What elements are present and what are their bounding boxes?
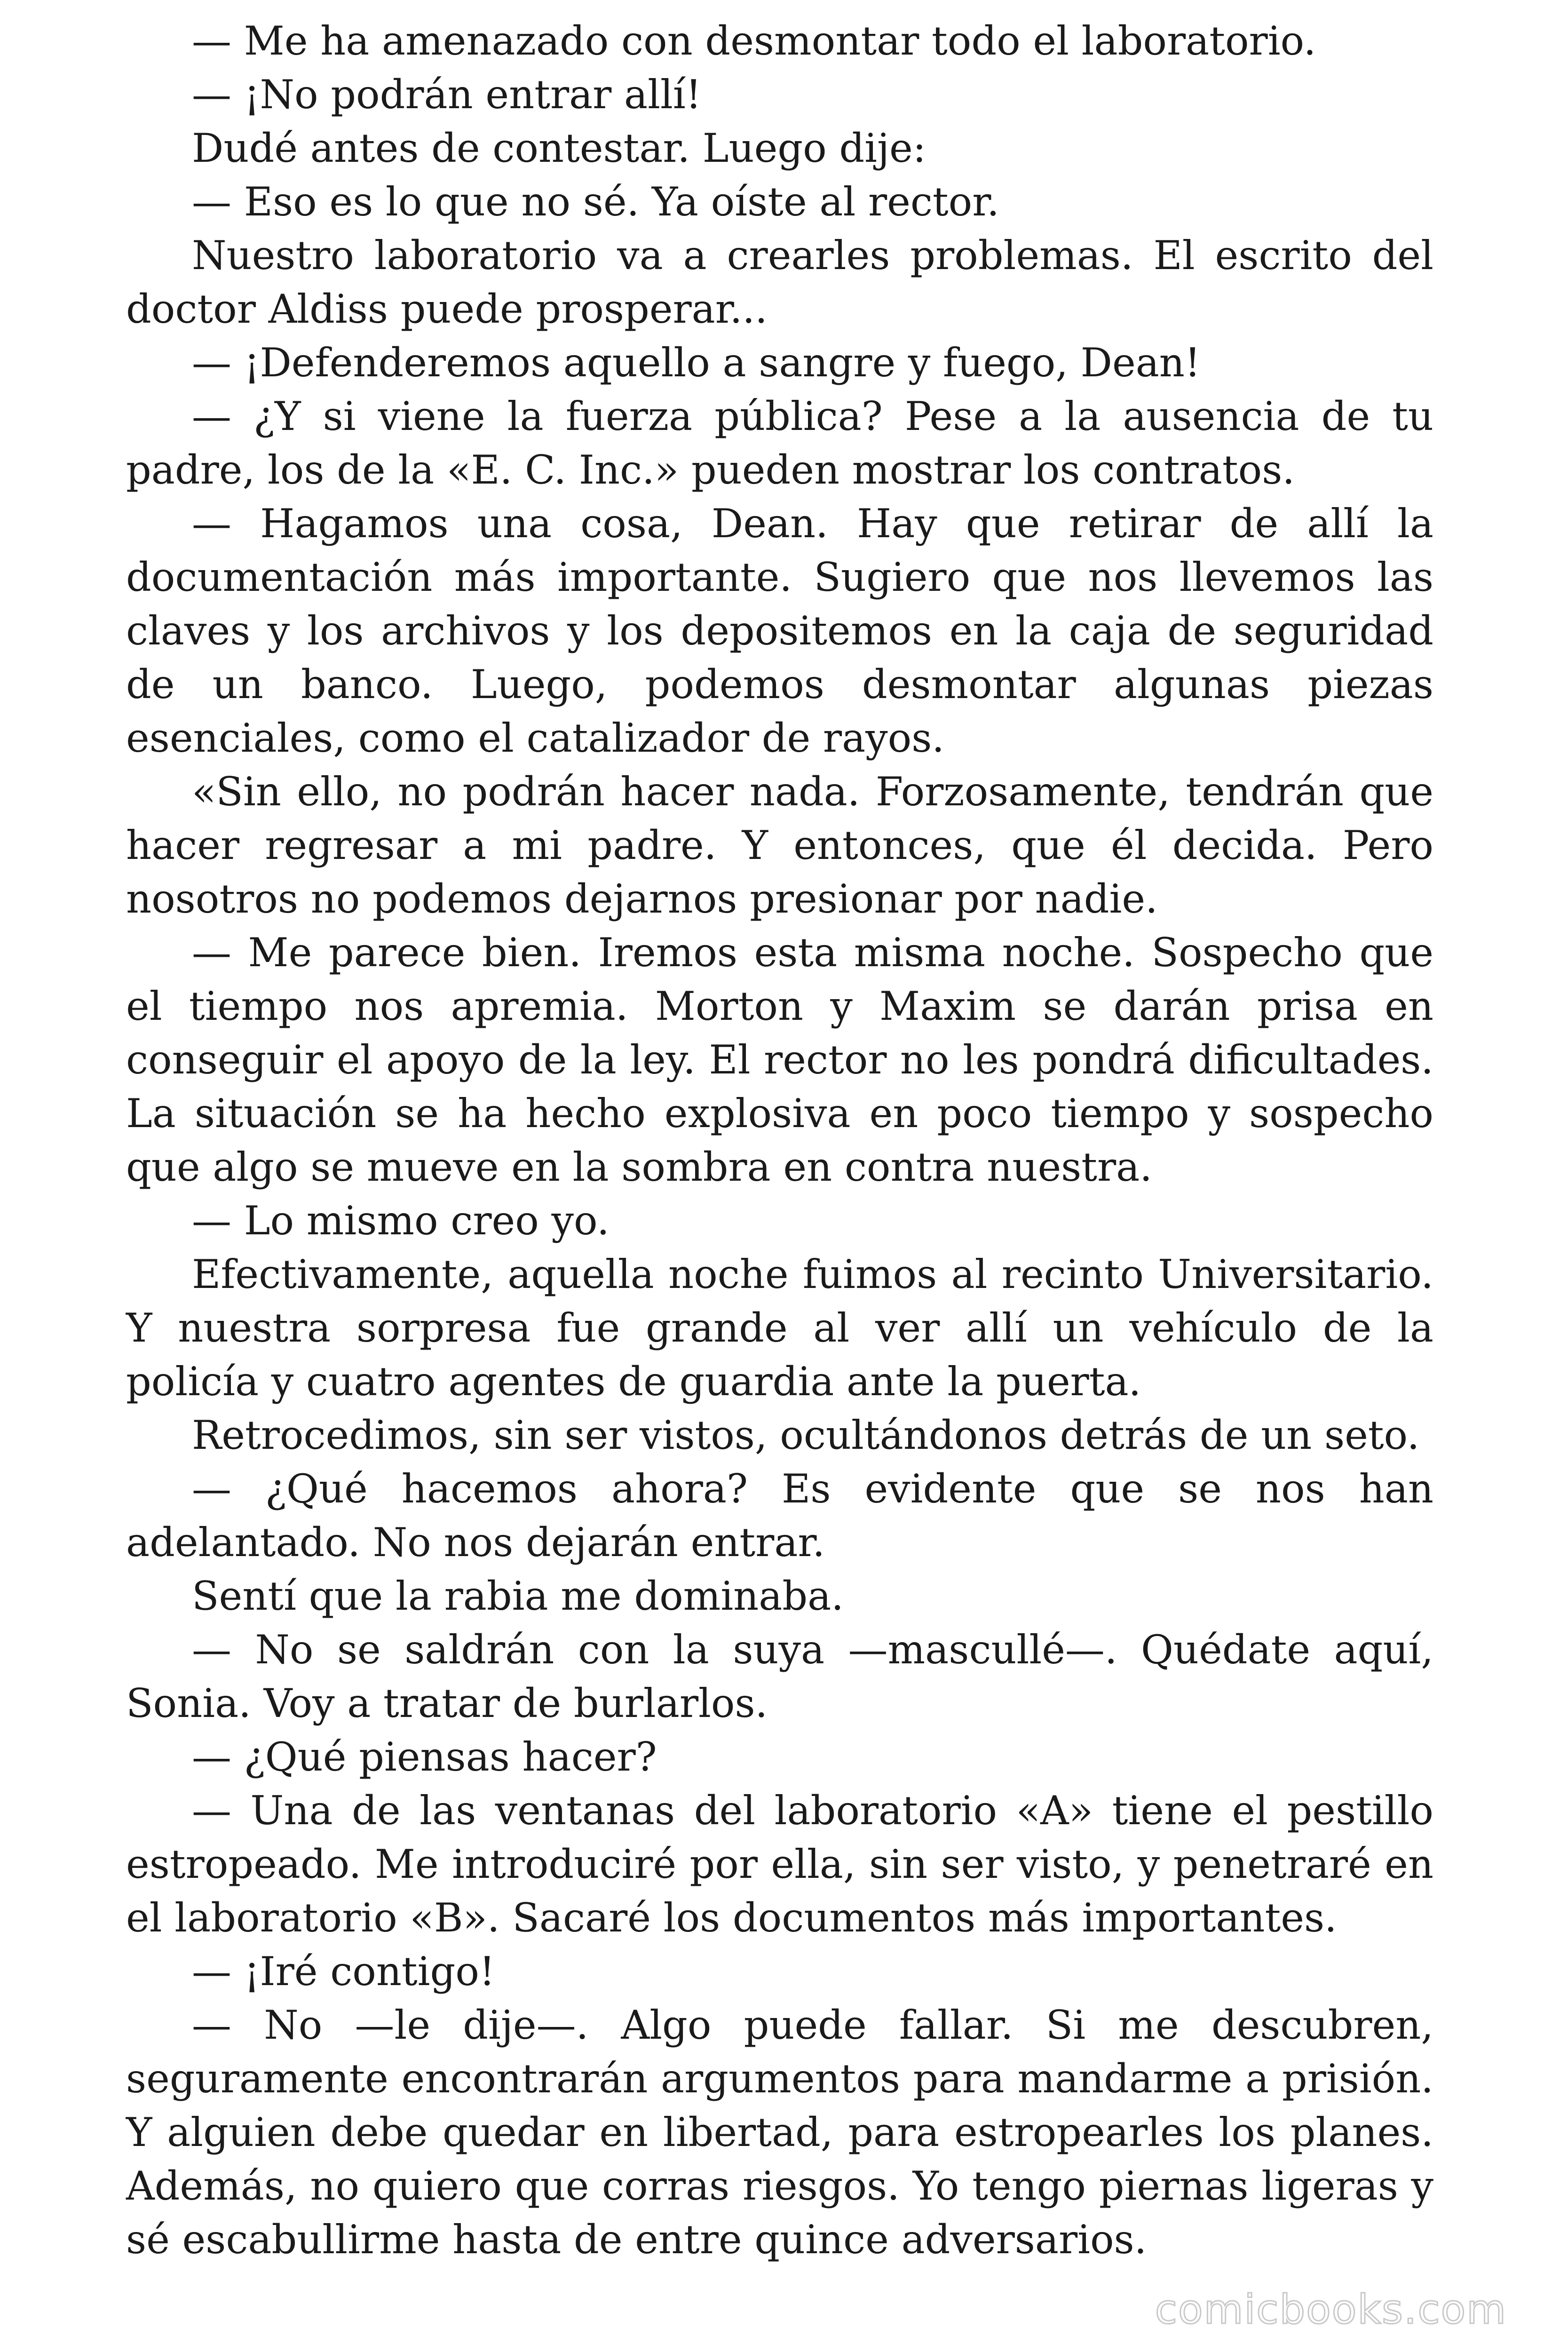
paragraph-8: — Hagamos una cosa, Dean. Hay que retirar de allí la documentación más importante. Sugiero que nos llevemos las claves y los archivos y los depositemos en la caja de seguridad de un banco. Luego, podemos desmontar algunas piezas esenciales, como el catalizador de rayos. bbox=[126, 501, 1433, 761]
paragraph-19: — ¡Iré contigo! bbox=[192, 1948, 495, 1994]
paragraph-1: — Me ha amenazado con desmontar todo el laboratorio. bbox=[192, 18, 1316, 64]
page-body bbox=[126, 14, 1433, 2266]
paragraph-10: — Me parece bien. Iremos esta misma noche. Sospecho que el tiempo nos apremia. Morton y Maxim se darán prisa en conseguir el apoyo de la ley. El rector no les pondrá dificultades. La situación se ha hecho explosiva en poco tiempo y sospecho que algo se mueve en la sombra en contra nuestra. bbox=[126, 930, 1433, 1190]
paragraph-14: — ¿Qué hacemos ahora? Es evidente que se nos han adelantado. No nos dejarán entrar. bbox=[126, 1466, 1433, 1565]
paragraph-9: «Sin ello, no podrán hacer nada. Forzosamente, tendrán que hacer regresar a mi padre. Y entonces, que él decida. Pero nosotros no podemos dejarnos presionar por nadie. bbox=[126, 769, 1433, 922]
paragraph-7: — ¿Y si viene la fuerza pública? Pese a la ausencia de tu padre, los de la «E. C. Inc.» pueden mostrar los contratos. bbox=[126, 393, 1433, 493]
paragraph-20: — No —le dije—. Algo puede fallar. Si me descubren, seguramente encontrarán argumentos para mandarme a prisión. Y alguien debe quedar en libertad, para estropearles los planes. Además, no quiero que corras riesgos. Yo tengo piernas ligeras y sé escabullirme hasta de entre quince adversarios. bbox=[126, 2002, 1433, 2263]
paragraph-2: — ¡No podrán entrar allí! bbox=[192, 72, 702, 118]
paragraph-13: Retrocedimos, sin ser vistos, ocultándonos detrás de un seto. bbox=[192, 1412, 1420, 1458]
paragraph-15: Sentí que la rabia me dominaba. bbox=[192, 1573, 844, 1619]
paragraph-18: — Una de las ventanas del laboratorio «A» tiene el pestillo estropeado. Me introduciré por ella, sin ser visto, y penetraré en el laboratorio «B». Sacaré los documentos más importantes. bbox=[126, 1788, 1433, 1941]
paragraph-3: Dudé antes de contestar. Luego dije: bbox=[192, 125, 927, 171]
paragraph-17: — ¿Qué piensas hacer? bbox=[192, 1734, 657, 1780]
paragraph-11: — Lo mismo creo yo. bbox=[192, 1198, 610, 1244]
paragraph-6: — ¡Defenderemos aquello a sangre y fuego, Dean! bbox=[192, 340, 1201, 386]
paragraph-16: — No se saldrán con la suya —mascullé—. Quédate aquí, Sonia. Voy a tratar de burlarlos. bbox=[126, 1627, 1433, 1726]
paragraph-12: Efectivamente, aquella noche fuimos al recinto Universitario. Y nuestra sorpresa fue grande al ver allí un vehículo de la policía y cuatro agentes de guardia ante la puerta. bbox=[126, 1251, 1433, 1405]
watermark: comicbooks.com bbox=[1155, 2286, 1507, 2333]
paragraph-5: Nuestro laboratorio va a crearles problemas. El escrito del doctor Aldiss puede prosperar... bbox=[126, 232, 1433, 332]
paragraph-4: — Eso es lo que no sé. Ya oíste al rector. bbox=[192, 179, 999, 225]
